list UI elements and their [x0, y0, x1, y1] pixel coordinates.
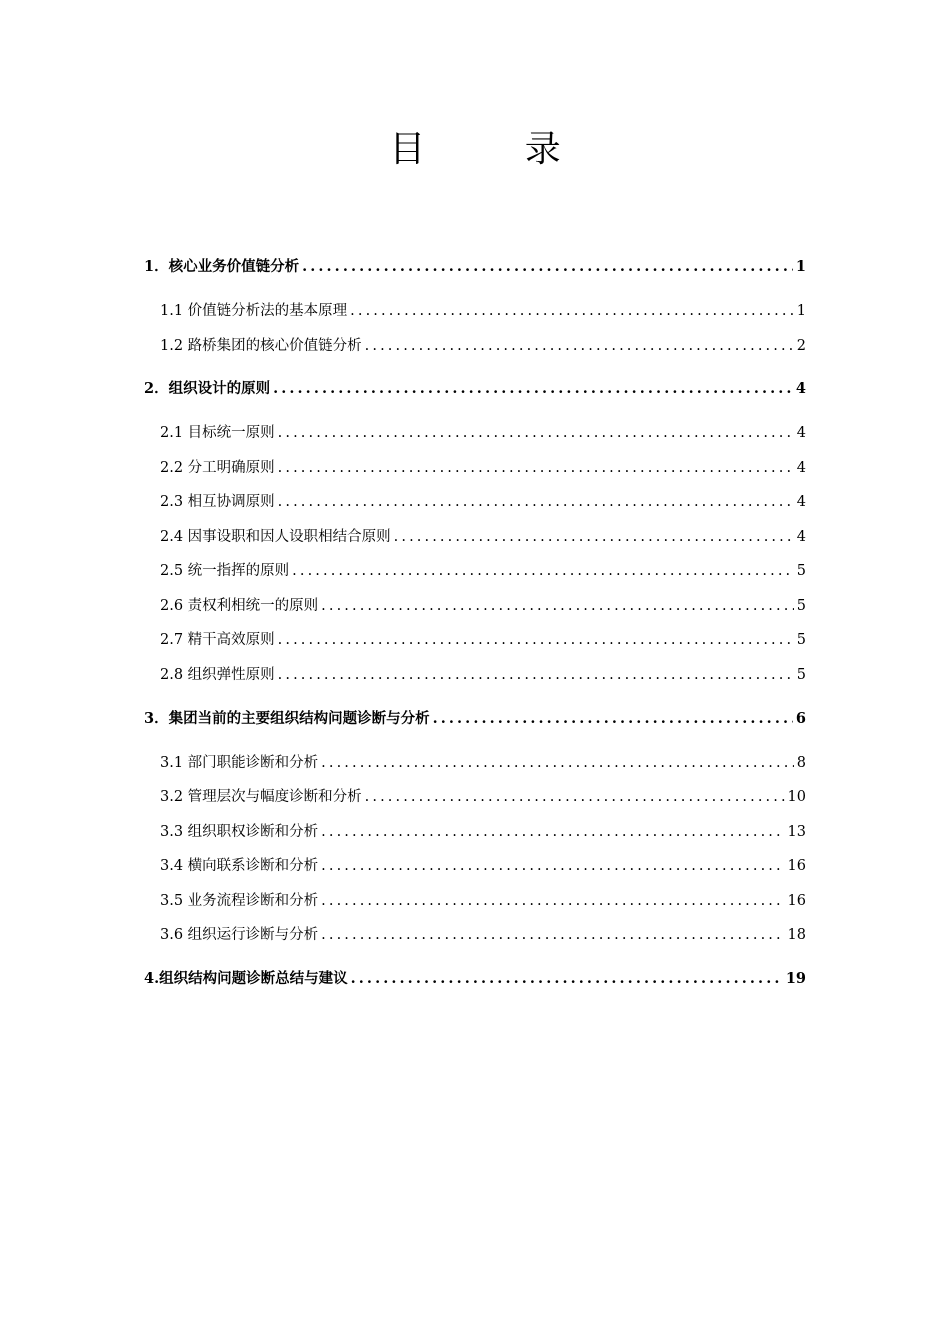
toc-entry-label: 3.6 组织运行诊断与分析: [160, 927, 319, 943]
toc-dot-leader: [394, 527, 794, 547]
toc-dot-leader: [278, 665, 794, 685]
toc-dot-leader: [321, 753, 794, 773]
toc-entry-label: 2.2 分工明确原则: [160, 460, 275, 476]
toc-entry-label: 3.5 业务流程诊断和分析: [160, 893, 319, 909]
toc-page-number: 2: [796, 338, 806, 354]
toc-entry-label: 2.8 组织弹性原则: [160, 667, 275, 683]
toc-entry-2-1[interactable]: [160, 423, 806, 443]
toc-entry-2-8[interactable]: [160, 665, 806, 685]
toc-page-number: 4: [795, 380, 806, 397]
toc-page-number: 1: [796, 303, 806, 319]
toc-entry-3-6[interactable]: [160, 925, 806, 945]
toc-entry-3-5[interactable]: [160, 891, 806, 911]
page-title: 目 录: [389, 129, 605, 170]
toc-page-number: 16: [787, 893, 806, 909]
toc-dot-leader: [365, 336, 794, 356]
toc-page-number: 18: [787, 927, 806, 943]
toc-dot-leader: [321, 596, 794, 616]
toc-entry-2-5[interactable]: [160, 561, 806, 581]
toc-entry-2-6[interactable]: [160, 596, 806, 616]
toc-page-number: 19: [785, 970, 806, 987]
toc-entry-2-7[interactable]: [160, 630, 806, 650]
toc-dot-leader: [321, 822, 784, 842]
toc-entry-label: 2.3 相互协调原则: [160, 494, 275, 510]
toc-page-number: 13: [787, 824, 806, 840]
toc-page-number: 6: [795, 710, 806, 727]
toc-entry-2-2[interactable]: [160, 458, 806, 478]
toc-page-number: 10: [787, 789, 806, 805]
toc-page-number: 5: [796, 632, 806, 648]
toc-entry-label: 3.2 管理层次与幅度诊断和分析: [160, 789, 362, 805]
toc-dot-leader: [365, 787, 785, 807]
toc-page-number: 5: [796, 598, 806, 614]
toc-entry-2-4[interactable]: [160, 527, 806, 547]
toc-dot-leader: [302, 257, 793, 277]
toc-page-number: 4: [796, 425, 806, 441]
toc-page-number: 5: [796, 667, 806, 683]
toc-entry-1[interactable]: [144, 257, 806, 277]
toc-dot-leader: [292, 561, 794, 581]
toc-entry-3[interactable]: [144, 709, 806, 729]
toc-entry-label: 1．核心业务价值链分析: [144, 258, 300, 275]
toc-entry-label: 3.3 组织职权诊断和分析: [160, 824, 319, 840]
toc-dot-leader: [273, 379, 793, 399]
toc-dot-leader: [321, 891, 784, 911]
toc-entry-label: 2．组织设计的原则: [144, 380, 271, 397]
toc-dot-leader: [278, 423, 794, 443]
toc-page-number: 1: [795, 258, 806, 275]
toc-dot-leader: [351, 969, 783, 989]
toc-dot-leader: [278, 630, 794, 650]
toc-entry-label: 3.1 部门职能诊断和分析: [160, 755, 319, 771]
toc-entry-label: 2.1 目标统一原则: [160, 425, 275, 441]
toc-entry-label: 2.5 统一指挥的原则: [160, 563, 290, 579]
toc-page-number: 4: [796, 529, 806, 545]
toc-page-number: 4: [796, 460, 806, 476]
toc-entry-2[interactable]: [144, 379, 806, 399]
toc-entry-label: 3.4 横向联系诊断和分析: [160, 858, 319, 874]
toc-page-number: 4: [796, 494, 806, 510]
toc-entry-1-1[interactable]: [160, 301, 806, 321]
toc-entry-3-4[interactable]: [160, 856, 806, 876]
toc-dot-leader: [321, 856, 784, 876]
toc-entry-1-2[interactable]: [160, 336, 806, 356]
toc-dot-leader: [433, 709, 793, 729]
toc-entry-label: 2.6 责权利相统一的原则: [160, 598, 319, 614]
toc-entry-3-1[interactable]: [160, 753, 806, 773]
toc-entry-3-2[interactable]: [160, 787, 806, 807]
toc-dot-leader: [321, 925, 784, 945]
toc-entry-4[interactable]: [144, 969, 806, 989]
toc-entry-label: 2.4 因事设职和因人设职相结合原则: [160, 529, 391, 545]
toc-entry-label: 4.组织结构问题诊断总结与建议: [144, 970, 348, 987]
toc-page-number: 5: [796, 563, 806, 579]
toc-entry-3-3[interactable]: [160, 822, 806, 842]
toc-dot-leader: [278, 458, 794, 478]
toc-page-number: 8: [796, 755, 806, 771]
toc-page-number: 16: [787, 858, 806, 874]
toc-entry-label: 2.7 精干高效原则: [160, 632, 275, 648]
toc-entry-label: 1.2 路桥集团的核心价值链分析: [160, 338, 362, 354]
toc-entry-label: 1.1 价值链分析法的基本原理: [160, 303, 348, 319]
toc-dot-leader: [278, 492, 794, 512]
toc-entry-2-3[interactable]: [160, 492, 806, 512]
toc-dot-leader: [350, 301, 794, 321]
toc-entry-label: 3．集团当前的主要组织结构问题诊断与分析: [144, 710, 430, 727]
